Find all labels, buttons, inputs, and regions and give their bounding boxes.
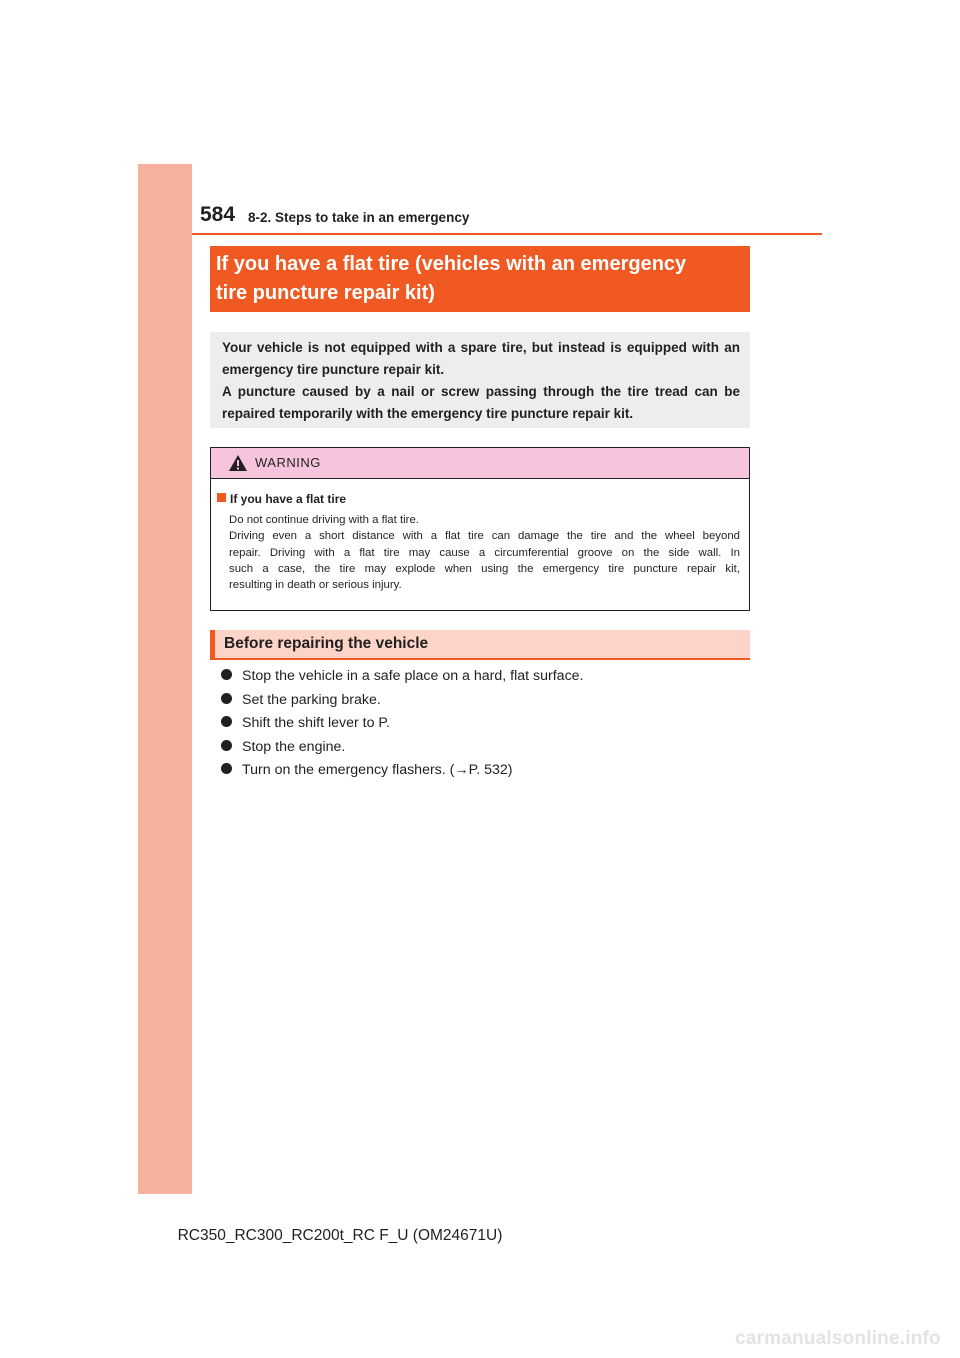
warning-item-heading: If you have a flat tire bbox=[230, 491, 347, 506]
round-bullet-icon bbox=[221, 669, 232, 680]
title-banner bbox=[210, 246, 750, 312]
title-line-1: If you have a flat tire (vehicles with an emergency bbox=[216, 253, 687, 275]
watermark: carmanualsonline.info bbox=[735, 1328, 941, 1349]
footer-model-code bbox=[0, 1226, 640, 1246]
warning-triangle-icon bbox=[228, 454, 248, 472]
list-item[interactable] bbox=[221, 759, 584, 783]
intro-line-4: repaired temporarily with the emergency tire puncture repair kit. bbox=[222, 406, 634, 421]
subheading-text: Before repairing the vehicle bbox=[224, 635, 429, 652]
chapter-side-tab bbox=[138, 164, 192, 1194]
header-rule bbox=[192, 233, 822, 235]
round-bullet-icon bbox=[221, 763, 232, 774]
warning-text-line: resulting in death or serious injury. bbox=[229, 579, 402, 592]
round-bullet-icon bbox=[221, 716, 232, 727]
warning-text bbox=[229, 512, 740, 593]
step-text: Stop the vehicle in a safe place on a hard, flat surface. bbox=[242, 668, 584, 684]
list-item bbox=[221, 689, 584, 713]
intro-line-1: Your vehicle is not equipped with a spare tire, but instead is equipped with an bbox=[222, 340, 740, 355]
warning-box bbox=[210, 447, 750, 611]
before-repair-subheading bbox=[210, 630, 750, 660]
list-item bbox=[221, 665, 584, 689]
footer-model-text: RC350_RC300_RC200t_RC F_U (OM24671U) bbox=[177, 1227, 503, 1244]
warning-text-line: Driving even a short distance with a flat tire can damage the tire and the wheel beyond bbox=[229, 530, 740, 543]
list-item bbox=[221, 736, 584, 760]
warning-text-line: repair. Driving with a flat tire may cause a circumferential groove on the side wall. In bbox=[229, 546, 740, 559]
warning-item-heading-row bbox=[217, 490, 346, 506]
round-bullet-icon bbox=[221, 693, 232, 704]
before-repair-steps bbox=[221, 665, 584, 783]
square-bullet-icon bbox=[217, 493, 226, 502]
intro-line-3: A puncture caused by a nail or screw passing through the tire tread can be bbox=[222, 384, 740, 399]
step-text: Shift the shift lever to P. bbox=[242, 715, 390, 731]
step-text-with-page-link[interactable]: Turn on the emergency flashers. (→P. 532) bbox=[242, 762, 513, 778]
round-bullet-icon bbox=[221, 740, 232, 751]
page-number: 584 bbox=[200, 203, 236, 226]
intro-box bbox=[210, 332, 750, 428]
step-text: Set the parking brake. bbox=[242, 691, 381, 708]
intro-line-2: emergency tire puncture repair kit. bbox=[222, 362, 445, 377]
title-line-2: tire puncture repair kit) bbox=[216, 282, 435, 304]
list-item bbox=[221, 712, 584, 736]
warning-header bbox=[211, 448, 749, 479]
warning-label: WARNING bbox=[255, 455, 321, 470]
warning-text-line: such a case, the tire may explode when using the emergency tire puncture repair kit, bbox=[229, 562, 740, 575]
section-heading: 8-2. Steps to take in an emergency bbox=[248, 210, 470, 225]
warning-text-line: Do not continue driving with a flat tire. bbox=[229, 514, 419, 526]
step-text: Stop the engine. bbox=[242, 738, 346, 755]
